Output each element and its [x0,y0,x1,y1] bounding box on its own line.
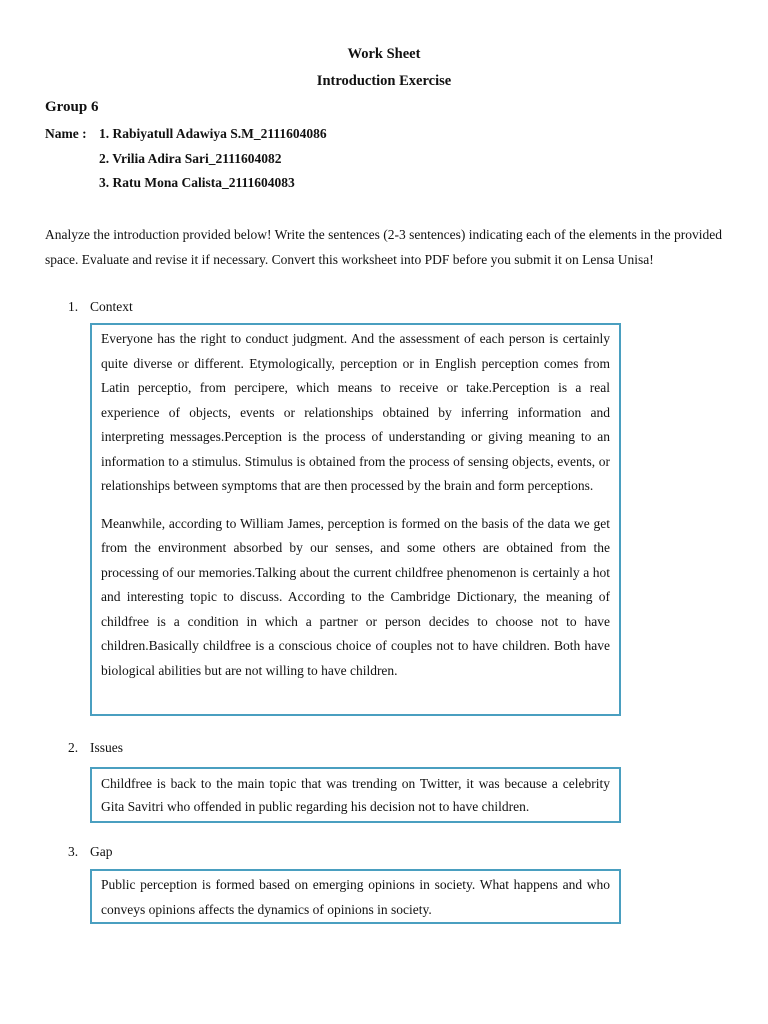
section-heading-gap [68,844,113,860]
member-name: 3. Ratu Mona Calista_2111604083 [99,175,295,190]
name-row [45,151,327,176]
name-row [45,126,327,151]
worksheet-title: Work Sheet [347,46,421,62]
context-paragraph: Everyone has the right to conduct judgment. And the assessment of each person is certainly quite diverse or different. Etymologically, perception or in English perception comes from Latin perceptio, from percipere, which means to receive or take.Perception is a real experience of objects, events or relationships obtained by inferring information and interpreting messages.Perception is the process of understanding or giving meaning to an information to a stimulus. Stimulus is obtained from the process of sensing objects, events, or relationships between symptoms that are then processed by the brain and form perceptions. [101,331,610,493]
name-list [45,126,327,200]
worksheet-subtitle: Introduction Exercise [316,73,452,89]
group-label: Group 6 [45,99,99,115]
name-row [45,175,327,200]
name-separator: : [82,126,87,141]
issues-answer-box[interactable] [90,767,621,823]
section-number: 3. [68,844,79,859]
gap-paragraph: Public perception is formed based on emerging opinions in society. What happens and who conveys opinions affects the dynamics of opinions in society. [101,877,610,917]
context-answer-box[interactable] [90,323,621,716]
name-label: Name [45,126,79,141]
section-title: Context [90,299,133,314]
context-paragraph: Meanwhile, according to William James, perception is formed on the basis of the data we get from the environment absorbed by our senses, and some others are obtained from the processing of our memories.Talking about the current childfree phenomenon is certainly a hot and interesting topic to discuss. According to the Cambridge Dictionary, the meaning of childfree is a condition in which a partner or person decides to choose not to have children.Basically childfree is a conscious choice of couples not to have children. Both have biological abilities but are not willing to have children. [101,515,610,678]
member-name: 1. Rabiyatull Adawiya S.M_2111604086 [99,126,327,141]
section-heading-context [68,299,133,315]
section-title: Gap [90,844,113,859]
issues-paragraph: Childfree is back to the main topic that was trending on Twitter, it was because a celebrity Gita Savitri who offended in public regarding his decision not to have children. [101,776,610,814]
section-heading-issues [68,740,123,756]
section-number: 1. [68,299,79,314]
member-name: 2. Vrilia Adira Sari_2111604082 [99,150,282,166]
section-title: Issues [90,740,123,755]
section-number: 2. [68,740,79,755]
instructions-paragraph: Analyze the introduction provided below! Write the sentences (2-3 sentences) indicating each of the elements in the provided space. Evaluate and revise it if necessary. Convert this worksheet into PDF before you submit it on Lensa Unisa! [45,227,722,267]
gap-answer-box[interactable] [90,869,621,924]
